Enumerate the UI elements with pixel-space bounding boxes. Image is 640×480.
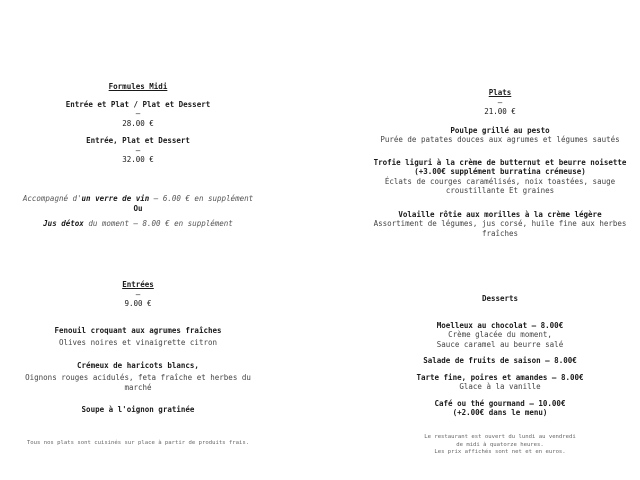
plats-dash: – (497, 97, 503, 107)
formule-dash-2: – (135, 145, 141, 155)
wine-supplement: Accompagné d'un verre de vin – 6.00 € en supplément (22, 194, 254, 203)
desserts-title: Desserts (481, 294, 519, 303)
formule-price-2: 32.00 € (122, 155, 154, 164)
entree-name-1: Fenouil croquant aux agrumes fraîches (54, 325, 222, 335)
formule-option-1: Entrée et Plat / Plat et Dessert (65, 99, 211, 109)
dessert-name-4: Café ou thé gourmand – 10.00€ (434, 398, 566, 408)
entree-name-3: Soupe à l'oignon gratinée (81, 405, 195, 414)
entrees-title: Entrées (122, 280, 154, 289)
plat-name-3: Volaille rôtie aux morilles à la crème légère (398, 209, 602, 219)
formule-dash-1: – (135, 109, 141, 118)
entrees-footnote: Tous nos plats sont cuisinés sur place à partir de produits frais. (26, 440, 250, 446)
plats-section (362, 88, 638, 238)
formules-title: Formules Midi (108, 82, 168, 91)
or-label: Ou (133, 203, 143, 213)
dessert-name-2: Salade de fruits de saison – 8.00€ (423, 356, 577, 365)
footnote-line-1: Le restaurant est ouvert du lundi au vendredi (424, 434, 576, 440)
formule-option-2: Entrée, Plat et Dessert (86, 136, 190, 145)
plat-extra-2: (+3.00€ supplément burratina crémeuse) (414, 167, 586, 176)
formules-section (22, 82, 254, 165)
entree-desc-1: Olives noires et vinaigrette citron (58, 338, 218, 347)
plat-desc-3: Assortiment de légumes, jus corsé, huile fine aux herbes fraîches (373, 219, 627, 238)
dessert-name-3: Tarte fine, poires et amandes – 8.00€ (416, 372, 584, 382)
formules-extras (22, 194, 254, 229)
entrees-price: 9.00 € (124, 299, 152, 308)
plats-price: 21.00 € (484, 107, 516, 116)
entree-desc-2: Oignons rouges acidulés, feta fraîche et herbes du marché (25, 373, 251, 392)
dessert-desc-1a: Crème glacée du moment, (448, 330, 552, 339)
dessert-desc-1b: Sauce caramel au beurre salé (436, 339, 564, 349)
dessert-extra-4: (+2.00€ dans le menu) (452, 408, 548, 417)
plats-title: Plats (488, 88, 512, 97)
footnote-line-2: de midi à quatorze heures. (456, 441, 544, 448)
desserts-footnote (362, 434, 638, 457)
plat-name-2: Trofie liguri à la crème de butternut et beurre noisette (373, 157, 627, 167)
dessert-desc-3: Glace à la vanille (459, 382, 541, 391)
desserts-section (362, 294, 638, 418)
jus-supplement: Jus détox du moment – 8.00 € en supplément (43, 219, 233, 228)
dessert-name-1: Moelleux au chocolat – 8.00€ (436, 320, 564, 330)
plat-name-1: Poulpe grillé au pesto (450, 125, 550, 135)
entrees-section (22, 280, 254, 415)
footnote-line-3: Les prix affichés sont net et en euros. (434, 449, 566, 455)
plat-desc-2: Éclats de courges caramélisés, noix toastées, sauge croustillante Et graines (384, 176, 616, 195)
entree-name-2: Crémeux de haricots blancs, (77, 360, 199, 370)
formule-price-1: 28.00 € (122, 118, 154, 128)
entrees-dash: – (135, 289, 141, 299)
plat-desc-1: Purée de patates douces aux agrumes et légumes sautés (380, 135, 620, 144)
